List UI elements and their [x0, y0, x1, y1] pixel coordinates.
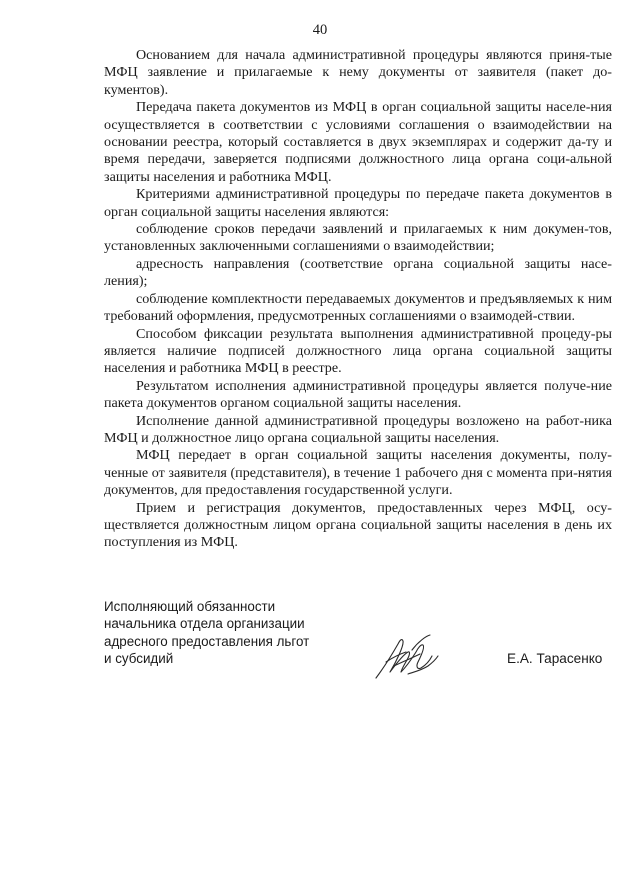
paragraph-responsibility: Исполнение данной административной процедуры возложено на работ-ника МФЦ и должностное лицо органа социальной защиты населения. [104, 412, 612, 446]
paragraph-basis: Основанием для начала административной процедуры являются приня-тые МФЦ заявление и прилагаемые к нему документы от заявителя (пакет до-кументов). [104, 47, 612, 98]
signatory-position-line: начальника отдела организации [104, 616, 305, 632]
signatory-position-line: и субсидий [104, 650, 174, 666]
paragraph-criterion-addressing: адресность направления (соответствие органа социальной защиты насе-ления); [104, 255, 612, 290]
document-body [104, 47, 612, 552]
signatory-position-line: Исполняющий обязанности [104, 599, 276, 614]
paragraph-fixation-method: Способом фиксации результата выполнения административной процеду-ры является наличие подписей должностного лица органа социальной защиты населения и работника МФЦ в реестре. [104, 325, 612, 377]
signer-name: Е.А. Тарасенко [507, 651, 603, 666]
handwritten-signature [372, 632, 442, 684]
paragraph-criterion-completeness: соблюдение комплектности передаваемых документов и предъявляемых к ним требований оформления, предусмотренных соглашениями о взаимодей-ствии. [104, 290, 612, 325]
paragraph-mfc-transfer-term: МФЦ передает в орган социальной защиты населения документы, полу-ченные от заявителя (представителя), в течение 1 рабочего дня с момента при-нятия документов, для предоставления государственной услуги. [104, 447, 612, 499]
paragraph-criteria-intro: Критериями административной процедуры по передаче пакета документов в орган социальной защиты населения являются: [104, 186, 612, 220]
page-number: 40 [312, 22, 328, 38]
paragraph-reception-registration: Прием и регистрация документов, предоставленных через МФЦ, осу-ществляется должностным лицом органа социальной защиты населения в день их поступления из МФЦ. [104, 499, 612, 551]
paragraph-criterion-deadlines: соблюдение сроков передачи заявлений и прилагаемых к ним докумен-тов, установленных заключенными соглашениями о взаимодействии; [104, 221, 612, 255]
paragraph-transfer: Передача пакета документов из МФЦ в орган социальной защиты населе-ния осуществляется в соответствии с условиями соглашения о взаимодействии на основании реестра, который составляется в двух экземплярах и содержит да-ту и время передачи, заверяется подписями должностного лица органа соци-альной защиты населения и работника МФЦ. [104, 99, 612, 185]
paragraph-result: Результатом исполнения административной процедуры является получе-ние пакета документов органом социальной защиты населения. [104, 377, 612, 412]
signatory-position [104, 598, 314, 667]
signatory-position-line: адресного предоставления льгот [104, 633, 310, 649]
